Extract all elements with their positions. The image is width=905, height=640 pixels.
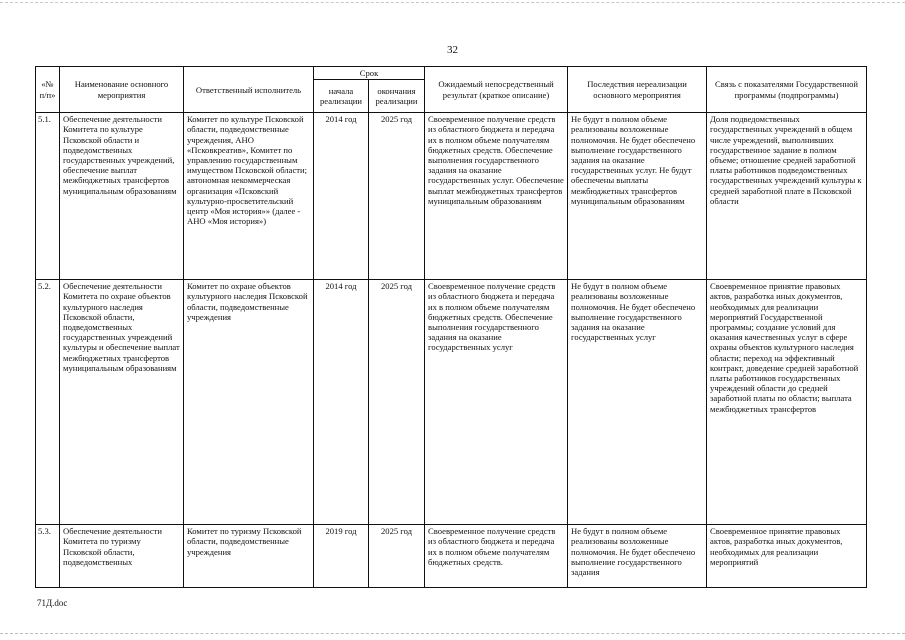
row-consequences-text: Не будут в полном объеме реализованы возложенные полномочия. Не будет обеспечено выполнение государственного задания xyxy=(571,526,696,578)
row-responsible xyxy=(184,280,314,525)
table-header xyxy=(36,67,867,113)
row-responsible xyxy=(184,113,314,280)
footer-filename: 71Д.doc xyxy=(37,598,68,608)
row-result xyxy=(425,525,568,588)
page-number: 32 xyxy=(447,44,458,56)
row-consequences xyxy=(568,280,707,525)
row-result xyxy=(425,113,568,280)
header-result: Ожидаемый непосредственный результат (краткое описание) xyxy=(425,67,568,113)
row-link-text: Своевременное принятие правовых актов, разработка иных документов, необходимых для реализации мероприятий xyxy=(710,526,843,567)
row-num: 5.3. xyxy=(36,525,60,588)
row-consequences xyxy=(568,525,707,588)
row-link-text: Доля подведомственных государственных учреждений в общем числе учреждений, выполнивших государственное задание в полном объеме; отношение средней заработной платы работников подведомственных государственных учреждений культуры к средней заработной плате в Псковской области xyxy=(710,114,862,206)
row-result-text: Своевременное получение средств из областного бюджета и передача их в полном объеме получателям бюджетных средств. Обеспечение выполнения государственного задания на оказание государственных услуг xyxy=(428,281,556,353)
row-name-text: Обеспечение деятельности Комитета по туризму Псковской области, подведомственных xyxy=(63,526,163,567)
row-name xyxy=(60,280,184,525)
row-responsible-text: Комитет по туризму Псковской области, подведомственные учреждения xyxy=(187,526,302,557)
header-start: начала реализации xyxy=(314,80,369,113)
row-end: 2025 год xyxy=(369,525,425,588)
row-responsible-text: Комитет по культуре Псковской области, подведомственные учреждения, АНО «Псковкреатив», Комитет по управлению государственным имуществом Псковской области; автономная некоммерческая организация «Псковский культурно-просветительский центр «Моя история»» (далее - АНО «Моя история») xyxy=(187,114,308,227)
row-name-text: Обеспечение деятельности Комитета по охране объектов культурного наследия Псковской области, подведомственных государственных учреждений культуры и обеспечение выплат межбюджетных трансфертов муниципальным образованиям xyxy=(63,281,180,373)
header-end: окончания реализации xyxy=(369,80,425,113)
row-consequences xyxy=(568,113,707,280)
row-start: 2019 год xyxy=(314,525,369,588)
header-responsible: Ответственный исполнитель xyxy=(184,67,314,113)
row-responsible xyxy=(184,525,314,588)
row-end: 2025 год xyxy=(369,280,425,525)
row-num: 5.2. xyxy=(36,280,60,525)
scan-edge-top xyxy=(0,2,905,3)
row-start: 2014 год xyxy=(314,113,369,280)
row-link xyxy=(707,280,867,525)
row-result-text: Своевременное получение средств из областного бюджета и передача их в полном объеме получателям бюджетных средств. Обеспечение выполнения государственного задания на оказание государственных услуг. Обеспечение выплат межбюджетных трансфертов муниципальным образованиям xyxy=(428,114,564,206)
row-name xyxy=(60,525,184,588)
table-row xyxy=(36,113,867,280)
row-num: 5.1. xyxy=(36,113,60,280)
row-result-text: Своевременное получение средств из областного бюджета и передача их в полном объеме получателям бюджетных средств. xyxy=(428,526,556,567)
scan-edge-bottom xyxy=(0,633,905,634)
header-consequences: Последствия нереализации основного мероприятия xyxy=(568,67,707,113)
row-link xyxy=(707,113,867,280)
table-row xyxy=(36,280,867,525)
activities-table xyxy=(35,66,867,588)
row-name-text: Обеспечение деятельности Комитета по культуре Псковской области и подведомственных государственных учреждений, обеспечение выплат межбюджетных трансфертов муниципальным образованиям xyxy=(63,114,177,196)
header-link: Связь с показателями Государственной программы (подпрограммы) xyxy=(707,67,867,113)
header-num: «№ п/п» xyxy=(36,67,60,113)
row-end: 2025 год xyxy=(369,113,425,280)
header-term: Срок xyxy=(314,67,425,80)
row-link xyxy=(707,525,867,588)
row-consequences-text: Не будут в полном объеме реализованы возложенные полномочия. Не будет обеспечено выполнение государственного задания на оказание государственных услуг xyxy=(571,281,696,343)
header-name: Наименование основного мероприятия xyxy=(60,67,184,113)
row-link-text: Своевременное принятие правовых актов, разработка иных документов, необходимых для реализации мероприятий Государственной программы; создание условий для оказания качественных услуг в сфере охраны объектов культурного наследия области; переход на эффективный контракт, доведение средней заработной платы работников государственных учреждений области до средней заработной платы по области; выплата межбюджетных трансфертов xyxy=(710,281,859,414)
row-result xyxy=(425,280,568,525)
row-start: 2014 год xyxy=(314,280,369,525)
table-row xyxy=(36,525,867,588)
row-name xyxy=(60,113,184,280)
row-responsible-text: Комитет по охране объектов культурного наследия Псковской области, подведомственные учреждения xyxy=(187,281,308,322)
row-consequences-text: Не будут в полном объеме реализованы возложенные полномочия. Не будет обеспечено выполнение государственного задания на оказание государственных услуг. Не будут обеспечены выплаты межбюджетных трансфертов муниципальным образованиям xyxy=(571,114,696,206)
